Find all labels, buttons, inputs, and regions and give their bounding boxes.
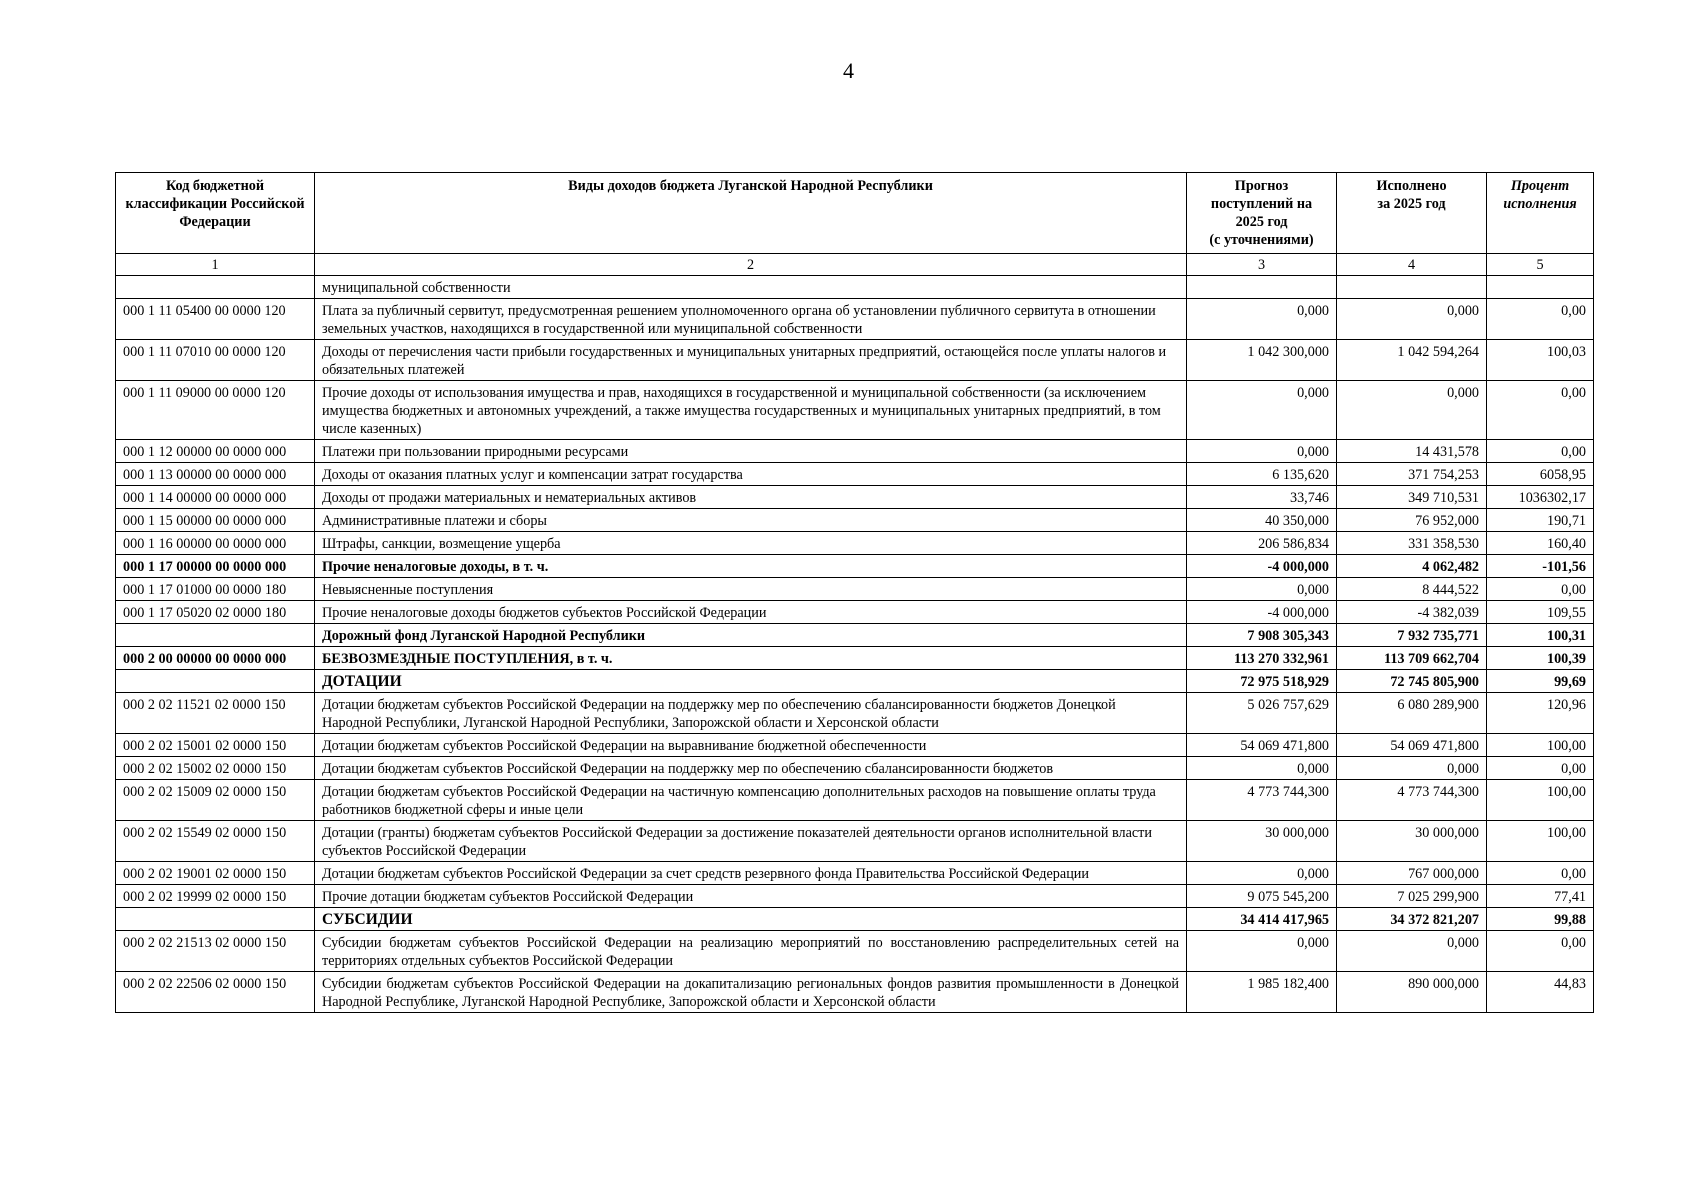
row-code: 000 1 15 00000 00 0000 000 [116,509,315,532]
header-executed-line: Исполнено [1376,178,1447,194]
row-forecast: 7 908 305,343 [1187,624,1337,647]
row-executed: 14 431,578 [1337,440,1487,463]
row-revenue-name: Невыясненные поступления [315,578,1187,601]
row-code: 000 2 02 21513 02 0000 150 [116,931,315,972]
table-row [116,757,1594,780]
row-revenue-name: Доходы от оказания платных услуг и компенсации затрат государства [315,463,1187,486]
table-row [116,972,1594,1013]
row-forecast: 0,000 [1187,862,1337,885]
table-row [116,509,1594,532]
row-code [116,276,315,299]
row-forecast: -4 000,000 [1187,601,1337,624]
row-forecast: 0,000 [1187,757,1337,780]
row-forecast: -4 000,000 [1187,555,1337,578]
row-forecast: 0,000 [1187,299,1337,340]
table-row [116,532,1594,555]
column-number-row [116,254,1594,276]
row-percent: 0,00 [1487,299,1594,340]
table-row [116,440,1594,463]
row-percent: -101,56 [1487,555,1594,578]
row-revenue-name: Прочие доходы от использования имущества и прав, находящихся в государственной и муниципальной собственности (за исключением имущества бюджетных и автономных учреждений, а также имущества государственных и муниципальных унитарных предприятий, в том числе казенных) [315,381,1187,440]
row-percent: 100,00 [1487,780,1594,821]
row-executed: 1 042 594,264 [1337,340,1487,381]
row-executed: 0,000 [1337,299,1487,340]
row-executed: 767 000,000 [1337,862,1487,885]
row-executed: 4 062,482 [1337,555,1487,578]
header-forecast-line: 2025 год [1235,214,1288,230]
row-percent: 100,39 [1487,647,1594,670]
header-forecast-line: Прогноз [1234,178,1289,194]
row-revenue-name: Штрафы, санкции, возмещение ущерба [315,532,1187,555]
row-executed: 4 773 744,300 [1337,780,1487,821]
table-row [116,463,1594,486]
header-percent [1487,173,1594,254]
row-executed: 7 932 735,771 [1337,624,1487,647]
row-percent: 0,00 [1487,757,1594,780]
row-revenue-name: Административные платежи и сборы [315,509,1187,532]
header-executed [1337,173,1487,254]
table-row [116,601,1594,624]
row-executed: 76 952,000 [1337,509,1487,532]
table-row [116,340,1594,381]
column-number: 2 [315,254,1187,276]
row-forecast: 4 773 744,300 [1187,780,1337,821]
row-revenue-name: Прочие дотации бюджетам субъектов Российской Федерации [315,885,1187,908]
row-code: 000 1 17 01000 00 0000 180 [116,578,315,601]
row-revenue-name: БЕЗВОЗМЕЗДНЫЕ ПОСТУПЛЕНИЯ, в т. ч. [315,647,1187,670]
row-code: 000 1 11 09000 00 0000 120 [116,381,315,440]
row-revenue-name: Доходы от перечисления части прибыли государственных и муниципальных унитарных предприятий, остающейся после уплаты налогов и обязательных платежей [315,340,1187,381]
row-percent: 190,71 [1487,509,1594,532]
row-revenue-name: Субсидии бюджетам субъектов Российской Федерации на докапитализацию региональных фондов развития промышленности в Донецкой Народной Республике, Луганской Народной Республике, Запорожской области и Херсонской области [315,972,1187,1013]
row-code: 000 1 13 00000 00 0000 000 [116,463,315,486]
row-percent: 1036302,17 [1487,486,1594,509]
row-executed: 8 444,522 [1337,578,1487,601]
row-executed: 349 710,531 [1337,486,1487,509]
row-forecast: 1 985 182,400 [1187,972,1337,1013]
row-code: 000 2 02 19999 02 0000 150 [116,885,315,908]
row-forecast [1187,276,1337,299]
column-number: 3 [1187,254,1337,276]
row-executed: 34 372 821,207 [1337,908,1487,931]
row-forecast: 33,746 [1187,486,1337,509]
page-number: 4 [843,58,854,83]
row-executed: 331 358,530 [1337,532,1487,555]
row-percent: 0,00 [1487,381,1594,440]
row-revenue-name: Платежи при пользовании природными ресурсами [315,440,1187,463]
row-percent: 160,40 [1487,532,1594,555]
row-percent: 100,31 [1487,624,1594,647]
row-executed: 0,000 [1337,757,1487,780]
table-row [116,299,1594,340]
row-code: 000 1 11 05400 00 0000 120 [116,299,315,340]
row-forecast: 0,000 [1187,440,1337,463]
table-row-subtotal [116,624,1594,647]
row-revenue-name: Плата за публичный сервитут, предусмотренная решением уполномоченного органа об установлении публичного сервитута в отношении земельных участков, находящихся в государственной или муниципальной собственности [315,299,1187,340]
row-code: 000 1 16 00000 00 0000 000 [116,532,315,555]
row-executed: 371 754,253 [1337,463,1487,486]
header-executed-line: за 2025 год [1377,196,1446,212]
row-percent: 0,00 [1487,931,1594,972]
row-revenue-name: Прочие неналоговые доходы, в т. ч. [315,555,1187,578]
row-percent: 100,03 [1487,340,1594,381]
budget-revenue-table [115,172,1594,1013]
table-row-subtotal [116,555,1594,578]
row-executed: 0,000 [1337,381,1487,440]
table-row [116,734,1594,757]
header-forecast-line: поступлений на [1210,196,1313,212]
row-percent: 0,00 [1487,862,1594,885]
row-percent: 6058,95 [1487,463,1594,486]
row-percent: 100,00 [1487,734,1594,757]
header-percent-line: Процент [1510,178,1570,194]
row-code: 000 2 02 19001 02 0000 150 [116,862,315,885]
row-percent: 99,69 [1487,670,1594,693]
row-percent: 99,88 [1487,908,1594,931]
table-row [116,381,1594,440]
row-percent: 100,00 [1487,821,1594,862]
row-code [116,908,315,931]
row-revenue-name: Дотации бюджетам субъектов Российской Федерации на выравнивание бюджетной обеспеченности [315,734,1187,757]
row-code: 000 1 12 00000 00 0000 000 [116,440,315,463]
row-executed: 113 709 662,704 [1337,647,1487,670]
row-code: 000 2 00 00000 00 0000 000 [116,647,315,670]
row-code: 000 2 02 15009 02 0000 150 [116,780,315,821]
table-row [116,931,1594,972]
table-row [116,276,1594,299]
table-row [116,578,1594,601]
row-percent: 77,41 [1487,885,1594,908]
table-row [116,821,1594,862]
row-percent: 44,83 [1487,972,1594,1013]
row-forecast: 0,000 [1187,578,1337,601]
row-forecast: 72 975 518,929 [1187,670,1337,693]
row-forecast: 6 135,620 [1187,463,1337,486]
row-percent: 0,00 [1487,440,1594,463]
row-revenue-name: СУБСИДИИ [315,908,1187,931]
row-executed: -4 382,039 [1337,601,1487,624]
row-percent: 0,00 [1487,578,1594,601]
row-revenue-name: Дотации (гранты) бюджетам субъектов Российской Федерации за достижение показателей деятельности органов исполнительной власти субъектов Российской Федерации [315,821,1187,862]
row-executed [1337,276,1487,299]
table-row-section [116,908,1594,931]
row-revenue-name: Дотации бюджетам субъектов Российской Федерации на поддержку мер по обеспечению сбалансированности бюджетов [315,757,1187,780]
row-code: 000 2 02 22506 02 0000 150 [116,972,315,1013]
row-executed: 6 080 289,900 [1337,693,1487,734]
row-revenue-name: Доходы от продажи материальных и нематериальных активов [315,486,1187,509]
table-row [116,885,1594,908]
row-forecast: 113 270 332,961 [1187,647,1337,670]
header-percent-line: исполнения [1503,196,1577,212]
row-code: 000 2 02 11521 02 0000 150 [116,693,315,734]
column-number: 4 [1337,254,1487,276]
row-executed: 0,000 [1337,931,1487,972]
column-number: 5 [1487,254,1594,276]
row-executed: 7 025 299,900 [1337,885,1487,908]
table-row-subtotal [116,647,1594,670]
row-code: 000 2 02 15002 02 0000 150 [116,757,315,780]
row-revenue-name: Дотации бюджетам субъектов Российской Федерации на частичную компенсацию дополнительных расходов на повышение оплаты труда работников бюджетной сферы и иные цели [315,780,1187,821]
row-revenue-name: Прочие неналоговые доходы бюджетов субъектов Российской Федерации [315,601,1187,624]
row-executed: 30 000,000 [1337,821,1487,862]
row-revenue-name: Дотации бюджетам субъектов Российской Федерации на поддержку мер по обеспечению сбалансированности бюджетов Донецкой Народной Республики, Луганской Народной Республики, Запорожской области и Херсонской области [315,693,1187,734]
row-percent: 109,55 [1487,601,1594,624]
header-revenue-type: Виды доходов бюджета Луганской Народной Республики [315,173,1187,254]
table-row-section [116,670,1594,693]
row-forecast: 0,000 [1187,381,1337,440]
row-percent [1487,276,1594,299]
row-revenue-name: Дотации бюджетам субъектов Российской Федерации за счет средств резервного фонда Правительства Российской Федерации [315,862,1187,885]
table-row [116,486,1594,509]
column-number: 1 [116,254,315,276]
row-forecast: 34 414 417,965 [1187,908,1337,931]
row-code: 000 1 14 00000 00 0000 000 [116,486,315,509]
table-row [116,780,1594,821]
row-executed: 890 000,000 [1337,972,1487,1013]
row-executed: 72 745 805,900 [1337,670,1487,693]
row-code: 000 2 02 15001 02 0000 150 [116,734,315,757]
row-percent: 120,96 [1487,693,1594,734]
row-revenue-name: Дорожный фонд Луганской Народной Республики [315,624,1187,647]
row-code: 000 1 17 05020 02 0000 180 [116,601,315,624]
row-forecast: 1 042 300,000 [1187,340,1337,381]
row-forecast: 54 069 471,800 [1187,734,1337,757]
table-row [116,862,1594,885]
row-revenue-name: ДОТАЦИИ [315,670,1187,693]
row-code: 000 1 11 07010 00 0000 120 [116,340,315,381]
row-code [116,670,315,693]
row-forecast: 0,000 [1187,931,1337,972]
row-code [116,624,315,647]
row-code: 000 1 17 00000 00 0000 000 [116,555,315,578]
header-forecast [1187,173,1337,254]
row-executed: 54 069 471,800 [1337,734,1487,757]
header-row [116,173,1594,254]
row-code: 000 2 02 15549 02 0000 150 [116,821,315,862]
row-revenue-name: Субсидии бюджетам субъектов Российской Федерации на реализацию мероприятий по восстановлению распределительных сетей на территориях отдельных субъектов Российской Федерации [315,931,1187,972]
row-forecast: 5 026 757,629 [1187,693,1337,734]
row-revenue-name: муниципальной собственности [315,276,1187,299]
row-forecast: 206 586,834 [1187,532,1337,555]
row-forecast: 9 075 545,200 [1187,885,1337,908]
row-forecast: 30 000,000 [1187,821,1337,862]
header-forecast-line: (с уточнениями) [1209,232,1314,248]
table-row [116,693,1594,734]
row-forecast: 40 350,000 [1187,509,1337,532]
header-code: Код бюджетной классификации Российской Федерации [116,173,315,254]
